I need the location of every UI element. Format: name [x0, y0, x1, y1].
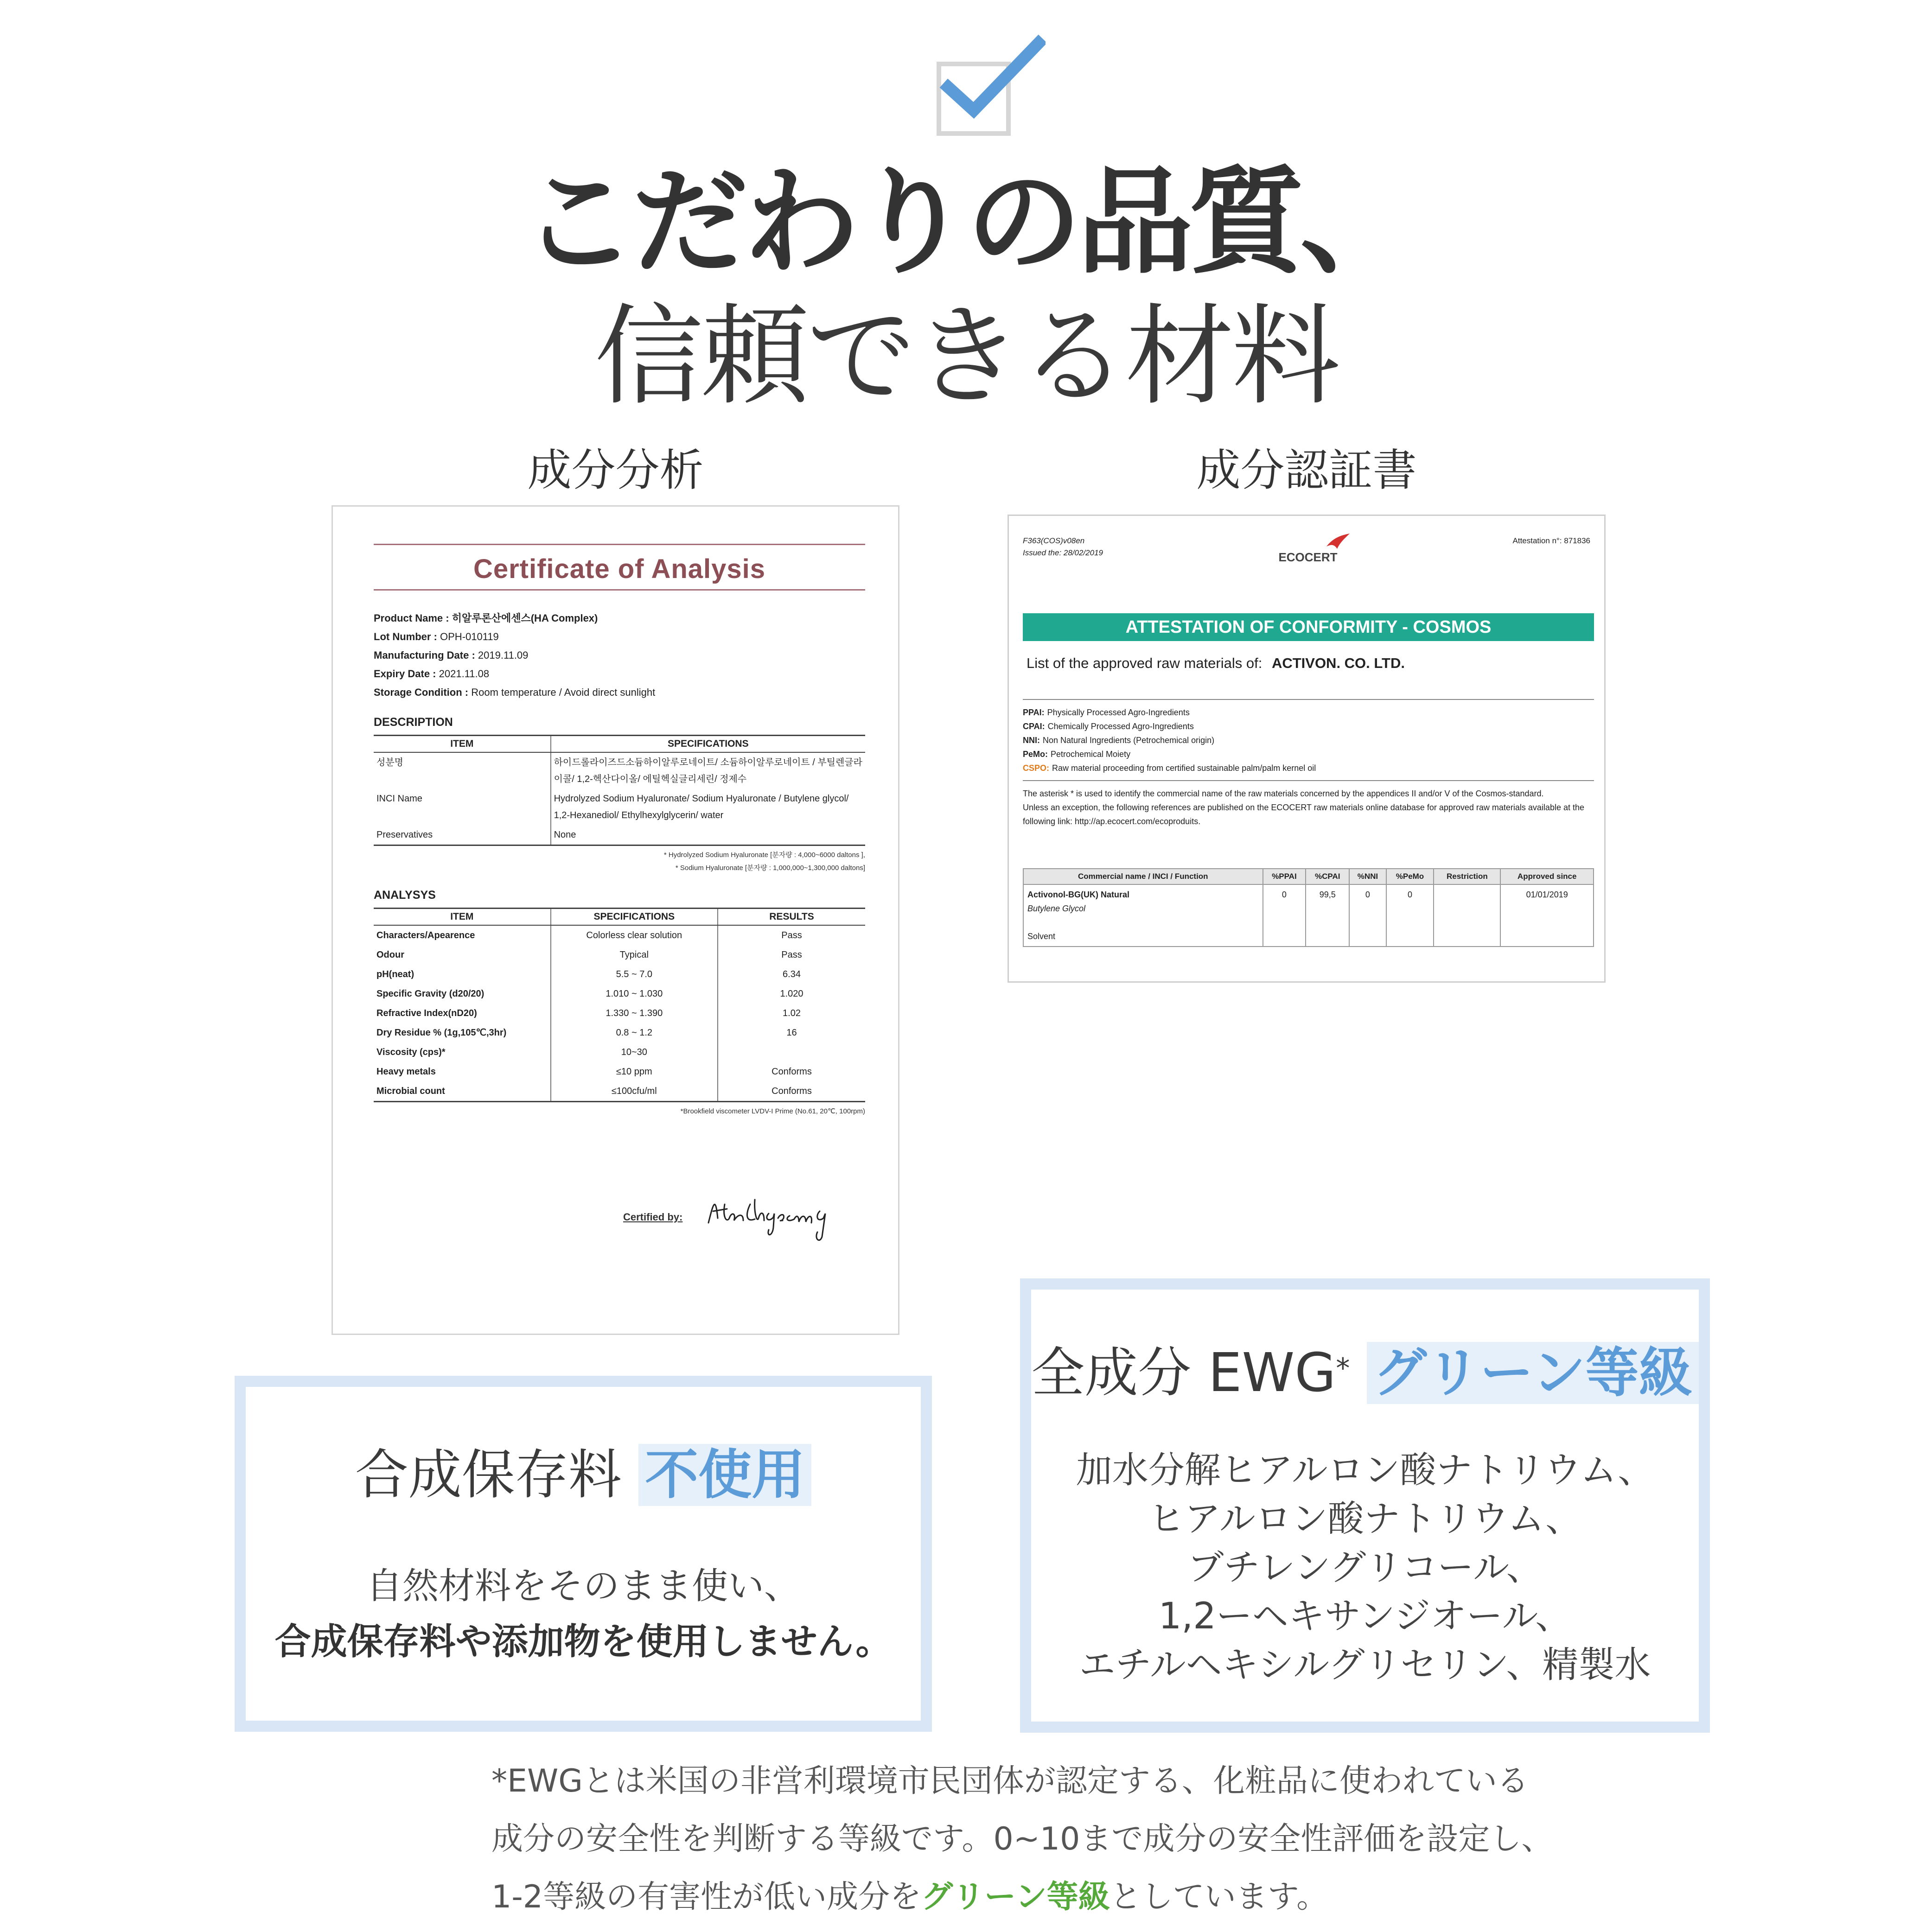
ingredient-line: ヒアルロン酸ナトリウム、	[1148, 1498, 1582, 1540]
table-cell: Typical	[551, 945, 718, 965]
table-row	[374, 752, 865, 789]
box-line: 合成保存料や添加物を使用しません。	[274, 1621, 892, 1663]
box-heading	[246, 1438, 921, 1512]
note-line: * Sodium Hyaluronate [분자량 : 1,000,000~1,300,000 daltons]	[675, 864, 865, 872]
logo-text: ECOCERT	[1278, 550, 1338, 564]
heading-highlight: グリーン等級	[1367, 1342, 1699, 1404]
table-cell: Colorless clear solution	[551, 925, 718, 945]
definition-line	[1023, 761, 1594, 775]
table-cell: Pass	[718, 945, 865, 965]
certificate-label: 成分認証書	[1196, 445, 1417, 496]
table-cell: Microbial count	[374, 1081, 551, 1102]
table-cell: 0.8 ~ 1.2	[551, 1023, 718, 1042]
heading-asterisk: *	[1336, 1352, 1350, 1385]
table-note	[374, 849, 865, 875]
column-header: Restriction	[1434, 869, 1500, 884]
table-cell: 1.010 ~ 1.030	[551, 984, 718, 1004]
table-row	[374, 1062, 865, 1081]
table-cell: 01/01/2019	[1500, 884, 1594, 947]
meta-label: Storage Condition :	[374, 686, 469, 698]
signature-image	[704, 1186, 834, 1246]
definition-line	[1023, 719, 1594, 733]
column-header: %PPAI	[1263, 869, 1306, 884]
issued-date: Issued the: 28/02/2019	[1023, 548, 1103, 557]
column-header: Approved since	[1500, 869, 1594, 884]
definition-text: Raw material proceeding from certified sustainable palm/palm kernel oil	[1052, 763, 1316, 773]
definition-line	[1023, 733, 1594, 747]
storage-condition: Room temperature / Avoid direct sunlight	[471, 686, 656, 698]
column-header: %NNI	[1349, 869, 1386, 884]
material-inci: Butylene Glycol	[1027, 904, 1086, 913]
definition-text: Chemically Processed Agro-Ingredients	[1047, 722, 1194, 731]
table-cell: 1.02	[718, 1004, 865, 1023]
column-header: ITEM	[374, 736, 551, 753]
ingredient-line: 1,2ーヘキサンジオール、	[1158, 1595, 1572, 1637]
bird-icon	[1324, 533, 1352, 551]
footnote-text: 1-2等級の有害性が低い成分を	[491, 1879, 922, 1915]
column-header: SPECIFICATIONS	[551, 736, 865, 753]
definition-line	[1023, 747, 1594, 761]
box-line: 自然材料をそのまま使い、	[366, 1565, 800, 1607]
table-cell: 하이드롤라이즈드소듐하이알루로네이트/ 소듐하이알루로네이트 / 부틸렌글라이콜/ 1,2-헥산다이올/ 에틸헥실글리세린/ 정제수	[551, 752, 865, 789]
table-cell: INCI Name	[376, 794, 422, 804]
ewg-green-box	[1020, 1278, 1710, 1733]
company-name: ACTIVON. CO. LTD.	[1271, 655, 1405, 671]
definition-term: NNI:	[1023, 736, 1040, 745]
heading-highlight: 不使用	[638, 1444, 811, 1506]
column-header: %CPAI	[1306, 869, 1349, 884]
description-table	[374, 735, 865, 846]
raw-materials-table	[1023, 868, 1594, 947]
table-row	[1023, 884, 1594, 947]
certified-by-label: Certified by:	[623, 1211, 683, 1223]
meta-label: Product Name :	[374, 612, 449, 624]
table-row	[374, 1042, 865, 1062]
footnote-line	[491, 1868, 1604, 1926]
table-cell: Preservatives	[374, 825, 551, 845]
column-header: %PeMo	[1386, 869, 1434, 884]
table-cell: Viscosity (cps)*	[376, 1047, 446, 1057]
column-header: SPECIFICATIONS	[551, 909, 718, 926]
coa-title: Certificate of Analysis	[473, 554, 766, 584]
table-cell: Odour	[376, 950, 404, 960]
column-header: Commercial name / INCI / Function	[1023, 869, 1263, 884]
table-cell: 0	[1263, 884, 1306, 947]
analysis-label: 成分分析	[527, 445, 704, 496]
explanation	[1023, 780, 1594, 828]
page-subtitle: 信頼できる材料	[594, 293, 1338, 420]
table-cell: 0	[1386, 884, 1434, 947]
table-cell: 16	[718, 1023, 865, 1042]
table-row	[374, 945, 865, 965]
table-cell: Refractive Index(nD20)	[376, 1008, 477, 1018]
table-cell: Pass	[718, 925, 865, 945]
table-cell	[718, 1042, 865, 1062]
column-header: RESULTS	[718, 909, 865, 926]
table-row	[374, 965, 865, 984]
table-cell: Specific Gravity (d20/20)	[376, 989, 485, 999]
table-row	[374, 1081, 865, 1102]
divider	[374, 589, 865, 591]
table-row	[374, 1023, 865, 1042]
definition-term: PeMo:	[1023, 750, 1048, 759]
footnote-highlight: グリーン等級	[921, 1879, 1110, 1915]
definition-term: PPAI:	[1023, 708, 1045, 717]
definition-line	[1023, 705, 1594, 719]
table-row	[374, 825, 865, 845]
table-cell	[1434, 884, 1500, 947]
table-cell: 0	[1349, 884, 1386, 947]
approved-list-heading	[1027, 655, 1405, 672]
table-cell: Conforms	[718, 1081, 865, 1102]
heading-text: 合成保存料	[355, 1444, 622, 1506]
product-name: 히알루론산에센스(HA Complex)	[452, 612, 598, 624]
description-title: DESCRIPTION	[374, 716, 453, 729]
explanation-line: The asterisk * is used to identify the commercial name of the raw materials concerned by the appendices II and/or V of the Cosmos-standard.	[1023, 789, 1544, 798]
table-cell: 5.5 ~ 7.0	[551, 965, 718, 984]
attestation-banner: ATTESTATION OF CONFORMITY - COSMOS	[1023, 613, 1594, 641]
table-cell: Hydrolyzed Sodium Hyaluronate/ Sodium Hyaluronate / Butylene glycol/ 1,2-Hexanediol/ Ethylhexylglycerin/ water	[551, 789, 865, 825]
lot-number: OPH-010119	[440, 631, 499, 642]
table-row	[374, 1004, 865, 1023]
analysis-title: ANALYSYS	[374, 889, 436, 902]
footnote-text: としています。	[1109, 1879, 1328, 1915]
coa-meta	[374, 609, 865, 702]
ingredient-line: エチルヘキシルグリセリン、精製水	[1079, 1644, 1651, 1686]
footnote-line: *EWGとは米国の非営利環境市民団体が認定する、化粧品に使われている	[491, 1763, 1529, 1799]
ingredient-line: ブチレングリコール、	[1187, 1547, 1543, 1589]
definition-text: Physically Processed Agro-Ingredients	[1047, 708, 1190, 717]
material-function: Solvent	[1027, 932, 1056, 941]
table-cell: ≤100cfu/ml	[551, 1081, 718, 1102]
table-cell: 6.34	[718, 965, 865, 984]
table-cell: 성분명	[376, 757, 403, 768]
definition-term: CSPO:	[1023, 763, 1050, 773]
column-header: ITEM	[374, 909, 551, 926]
definition-text: Non Natural Ingredients (Petrochemical origin)	[1043, 736, 1215, 745]
ecocert-certificate	[1007, 515, 1606, 983]
table-cell: None	[551, 825, 865, 845]
heading-text: 全成分 EWG	[1031, 1342, 1336, 1404]
definitions	[1023, 699, 1594, 775]
table-cell: 99,5	[1306, 884, 1349, 947]
table-cell: 1.330 ~ 1.390	[551, 1004, 718, 1023]
meta-label: Manufacturing Date :	[374, 649, 475, 661]
table-row	[374, 789, 865, 825]
manufacturing-date: 2019.11.09	[478, 649, 529, 661]
box-heading	[1031, 1336, 1699, 1410]
no-preservatives-box	[235, 1376, 932, 1732]
analysis-table	[374, 908, 865, 1102]
table-cell: Dry Residue % (1g,105℃,3hr)	[376, 1028, 507, 1038]
certificate-of-analysis	[332, 505, 899, 1335]
checkbox-icon	[934, 32, 1046, 143]
definition-text: Petrochemical Moiety	[1051, 750, 1131, 759]
attestation-number: Attestation n°: 871836	[1512, 536, 1590, 545]
analysis-note: *Brookfield viscometer LVDV-I Prime (No.61, 20℃, 100rpm)	[680, 1107, 865, 1115]
table-cell: 10~30	[551, 1042, 718, 1062]
list-label: List of the approved raw materials of:	[1027, 655, 1262, 671]
material-name: Activonol-BG(UK) Natural	[1027, 890, 1129, 899]
table-cell: ≤10 ppm	[551, 1062, 718, 1081]
ewg-footnote	[491, 1752, 1604, 1926]
table-cell: pH(neat)	[376, 969, 414, 979]
definition-term: CPAI:	[1023, 722, 1045, 731]
table-cell: Characters/Apearence	[376, 930, 475, 941]
table-row	[374, 925, 865, 945]
table-cell: 1.020	[718, 984, 865, 1004]
expiry-date: 2021.11.08	[439, 668, 490, 680]
page-title: こだわりの品質、	[521, 155, 1411, 290]
table-row	[374, 984, 865, 1004]
footnote-line: 成分の安全性を判断する等級です。0~10まで成分の安全性評価を設定し、	[491, 1821, 1553, 1857]
table-cell: Heavy metals	[376, 1067, 436, 1077]
table-cell: Conforms	[718, 1062, 865, 1081]
ingredient-line: 加水分解ヒアルロン酸ナトリウム、	[1076, 1449, 1654, 1491]
ecocert-logo	[1269, 539, 1347, 565]
meta-label: Expiry Date :	[374, 668, 436, 680]
doc-code: F363(COS)v08en	[1023, 536, 1085, 545]
meta-label: Lot Number :	[374, 631, 437, 642]
explanation-line: Unless an exception, the following references are published on the ECOCERT raw materials online database for approved raw materials available at the following link: http://ap.ecocert.com/ecoproduits.	[1023, 803, 1585, 826]
note-line: * Hydrolyzed Sodium Hyaluronate [분자량 : 4,000~6000 daltons ],	[663, 851, 865, 859]
